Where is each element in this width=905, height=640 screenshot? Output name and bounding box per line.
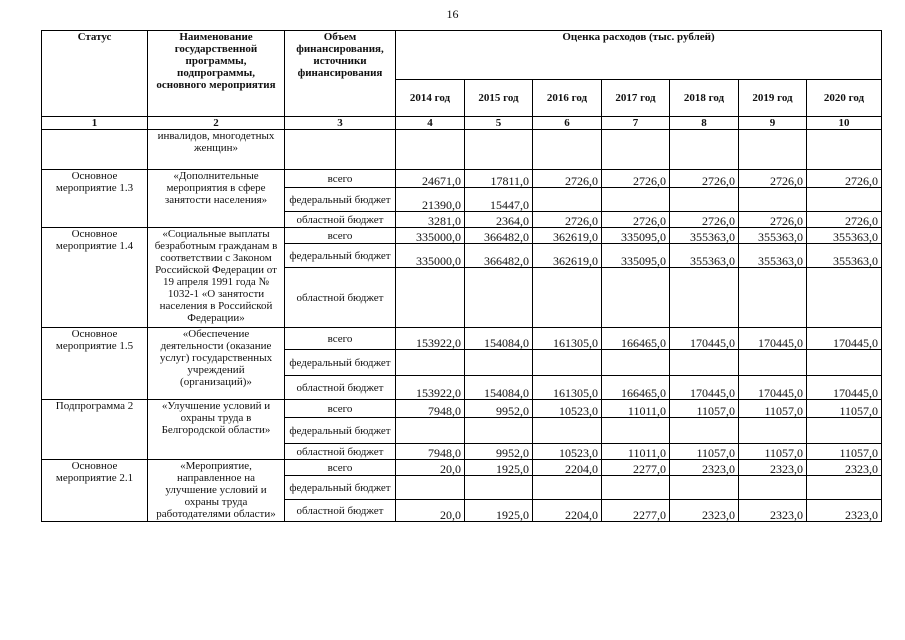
value-cell: 2277,0	[602, 460, 670, 476]
value-cell	[602, 418, 670, 444]
value-cell: 2364,0	[465, 212, 533, 228]
value-cell	[670, 188, 739, 212]
value-cell: 11057,0	[807, 444, 882, 460]
name-cell: «Обеспечение деятельности (оказание услуг) государственных учреждений (организаций)»	[148, 328, 285, 400]
column-number: 3	[285, 117, 396, 130]
value-cell: 2726,0	[533, 212, 602, 228]
header-year: 2016 год	[533, 80, 602, 117]
source-cell: всего	[285, 460, 396, 476]
block-row-total	[42, 170, 882, 188]
value-cell	[670, 350, 739, 376]
value-cell: 362619,0	[533, 244, 602, 268]
value-cell	[533, 350, 602, 376]
value-cell	[602, 476, 670, 500]
header-year: 2014 год	[396, 80, 465, 117]
value-cell	[465, 268, 533, 328]
column-number: 10	[807, 117, 882, 130]
value-cell	[533, 268, 602, 328]
value-cell: 3281,0	[396, 212, 465, 228]
value-cell: 366482,0	[465, 228, 533, 244]
source-cell: федеральный бюджет	[285, 476, 396, 500]
header-year: 2015 год	[465, 80, 533, 117]
value-cell: 24671,0	[396, 170, 465, 188]
value-cell: 20,0	[396, 500, 465, 522]
source-cell: всего	[285, 328, 396, 350]
value-cell	[533, 418, 602, 444]
value-cell	[396, 350, 465, 376]
value-cell: 170445,0	[670, 376, 739, 400]
value-cell: 2726,0	[807, 170, 882, 188]
value-cell: 161305,0	[533, 328, 602, 350]
value-cell: 2726,0	[670, 170, 739, 188]
value-cell: 335095,0	[602, 228, 670, 244]
value-cell: 2726,0	[602, 170, 670, 188]
value-cell: 154084,0	[465, 328, 533, 350]
column-number: 9	[739, 117, 807, 130]
value-cell: 7948,0	[396, 444, 465, 460]
name-cell: «Социальные выплаты безработным гражданам в соответствии с Законом Российской Федерации от 19 апреля 1991 года № 1032-1 «О занятости населения в Российской Федерации»	[148, 228, 285, 328]
value-cell	[465, 476, 533, 500]
block-row-total	[42, 328, 882, 350]
column-number: 1	[42, 117, 148, 130]
header-status: Статус	[42, 31, 148, 117]
status-cell: Подпрограмма 2	[42, 400, 148, 460]
value-cell: 2726,0	[533, 170, 602, 188]
value-cell: 9952,0	[465, 444, 533, 460]
value-cell	[396, 268, 465, 328]
column-number-row	[42, 117, 882, 130]
value-cell: 11011,0	[602, 400, 670, 418]
source-cell: всего	[285, 228, 396, 244]
column-number: 5	[465, 117, 533, 130]
value-cell: 355363,0	[807, 228, 882, 244]
value-cell: 21390,0	[396, 188, 465, 212]
source-cell: областной бюджет	[285, 444, 396, 460]
value-cell	[602, 268, 670, 328]
value-cell	[807, 418, 882, 444]
header-year: 2017 год	[602, 80, 670, 117]
value-cell: 170445,0	[670, 328, 739, 350]
value-cell: 2726,0	[602, 212, 670, 228]
value-cell	[739, 418, 807, 444]
value-cell	[739, 350, 807, 376]
source-cell: областной бюджет	[285, 268, 396, 328]
value-cell: 15447,0	[465, 188, 533, 212]
value-cell	[739, 188, 807, 212]
value-cell: 11057,0	[739, 400, 807, 418]
value-cell	[670, 418, 739, 444]
value-cell: 7948,0	[396, 400, 465, 418]
value-cell: 2323,0	[807, 500, 882, 522]
value-cell	[807, 188, 882, 212]
value-cell: 2323,0	[739, 460, 807, 476]
value-cell	[465, 350, 533, 376]
value-cell	[807, 476, 882, 500]
page-number: 16	[446, 7, 459, 21]
value-cell: 170445,0	[807, 328, 882, 350]
value-cell	[396, 418, 465, 444]
name-cell: «Мероприятие, направленное на улучшение условий и охраны труда работодателями области»	[148, 460, 285, 522]
value-cell: 2323,0	[807, 460, 882, 476]
value-cell: 1925,0	[465, 500, 533, 522]
header-year: 2018 год	[670, 80, 739, 117]
value-cell: 355363,0	[670, 228, 739, 244]
value-cell: 355363,0	[739, 244, 807, 268]
value-cell: 166465,0	[602, 328, 670, 350]
header-year: 2019 год	[739, 80, 807, 117]
value-cell: 11011,0	[602, 444, 670, 460]
value-cell: 153922,0	[396, 376, 465, 400]
name-cell: «Улучшение условий и охраны труда в Белгородской области»	[148, 400, 285, 460]
value-cell: 2726,0	[670, 212, 739, 228]
column-number: 7	[602, 117, 670, 130]
column-number: 8	[670, 117, 739, 130]
value-cell: 17811,0	[465, 170, 533, 188]
value-cell: 2323,0	[739, 500, 807, 522]
value-cell: 355363,0	[739, 228, 807, 244]
value-cell: 2726,0	[739, 212, 807, 228]
value-cell: 1925,0	[465, 460, 533, 476]
value-cell: 335000,0	[396, 228, 465, 244]
value-cell: 2726,0	[807, 212, 882, 228]
value-cell: 154084,0	[465, 376, 533, 400]
value-cell	[396, 476, 465, 500]
continuation-row	[42, 130, 882, 170]
value-cell: 355363,0	[807, 244, 882, 268]
value-cell	[602, 188, 670, 212]
source-cell: федеральный бюджет	[285, 350, 396, 376]
value-cell	[602, 350, 670, 376]
source-cell: всего	[285, 170, 396, 188]
header-estimate: Оценка расходов (тыс. рублей)	[396, 31, 882, 80]
value-cell: 355363,0	[670, 244, 739, 268]
value-cell	[533, 188, 602, 212]
value-cell: 10523,0	[533, 400, 602, 418]
value-cell: 366482,0	[465, 244, 533, 268]
source-cell: федеральный бюджет	[285, 418, 396, 444]
value-cell: 170445,0	[739, 328, 807, 350]
column-number: 6	[533, 117, 602, 130]
status-cell: Основное мероприятие 1.4	[42, 228, 148, 328]
source-cell: всего	[285, 400, 396, 418]
value-cell: 11057,0	[807, 400, 882, 418]
value-cell: 20,0	[396, 460, 465, 476]
block-row-total	[42, 460, 882, 476]
header-name: Наименование государственной программы, подпрограммы, основного мероприятия	[148, 31, 285, 117]
value-cell	[670, 476, 739, 500]
value-cell: 2726,0	[739, 170, 807, 188]
column-number: 2	[148, 117, 285, 130]
value-cell: 10523,0	[533, 444, 602, 460]
status-cell: Основное мероприятие 2.1	[42, 460, 148, 522]
source-cell: областной бюджет	[285, 376, 396, 400]
value-cell: 2323,0	[670, 460, 739, 476]
value-cell: 166465,0	[602, 376, 670, 400]
value-cell: 335095,0	[602, 244, 670, 268]
block-row-total	[42, 400, 882, 418]
continuation-text: инвалидов, многодетных женщин»	[148, 130, 285, 170]
value-cell: 11057,0	[670, 444, 739, 460]
source-cell: федеральный бюджет	[285, 244, 396, 268]
value-cell	[533, 476, 602, 500]
value-cell: 335000,0	[396, 244, 465, 268]
value-cell: 11057,0	[739, 444, 807, 460]
status-cell: Основное мероприятие 1.5	[42, 328, 148, 400]
header-year: 2020 год	[807, 80, 882, 117]
value-cell: 153922,0	[396, 328, 465, 350]
block-row-total	[42, 228, 882, 244]
value-cell: 362619,0	[533, 228, 602, 244]
value-cell: 11057,0	[670, 400, 739, 418]
value-cell	[807, 268, 882, 328]
value-cell	[739, 268, 807, 328]
value-cell: 2277,0	[602, 500, 670, 522]
value-cell: 2204,0	[533, 460, 602, 476]
value-cell	[670, 268, 739, 328]
name-cell: «Дополнительные мероприятия в сфере занятости населения»	[148, 170, 285, 228]
value-cell	[807, 350, 882, 376]
source-cell: областной бюджет	[285, 212, 396, 228]
source-cell: областной бюджет	[285, 500, 396, 522]
column-number: 4	[396, 117, 465, 130]
value-cell: 170445,0	[807, 376, 882, 400]
value-cell: 161305,0	[533, 376, 602, 400]
value-cell: 170445,0	[739, 376, 807, 400]
source-cell: федеральный бюджет	[285, 188, 396, 212]
budget-table	[41, 30, 882, 522]
value-cell	[739, 476, 807, 500]
value-cell	[465, 418, 533, 444]
value-cell: 9952,0	[465, 400, 533, 418]
value-cell: 2323,0	[670, 500, 739, 522]
value-cell: 2204,0	[533, 500, 602, 522]
header-financing: Объем финансирования, источники финансирования	[285, 31, 396, 117]
status-cell: Основное мероприятие 1.3	[42, 170, 148, 228]
